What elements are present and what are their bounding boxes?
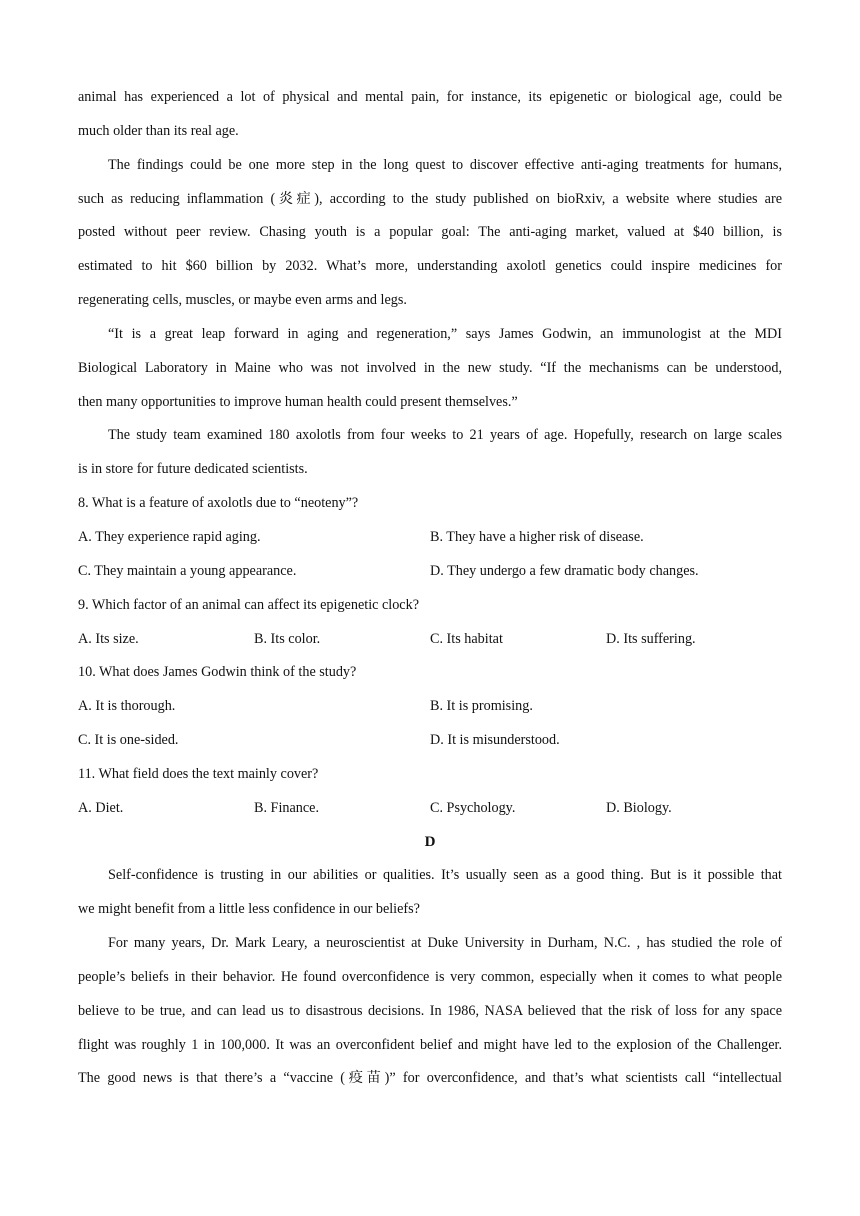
page-content	[78, 81, 782, 1096]
paragraph-findings	[78, 149, 782, 318]
text-line: then many opportunities to improve human health could present themselves.”	[78, 393, 518, 410]
text-line: The good news is that there’s a “vaccine (疫苗)” for overconfidence, and that’s what scientists call “intellectual	[78, 1070, 782, 1087]
text-line: believe to be true, and can lead us to disastrous decisions. In 1986, NASA believed that the risk of loss for any space	[78, 1002, 782, 1019]
text-line: posted without peer review. Chasing youth is a popular goal: The anti-aging market, valued at $40 billion, is	[78, 224, 782, 241]
text-line: estimated to hit $60 billion by 2032. What’s more, understanding axolotl genetics could inspire medicines for	[78, 258, 782, 275]
option-row	[78, 724, 782, 758]
text-line: Self-confidence is trusting in our abilities or qualities. It’s usually seen as a good thing. But is it possible that	[108, 867, 782, 884]
option-row	[78, 792, 782, 826]
text-line: is in store for future dedicated scientists.	[78, 461, 308, 478]
option-a: A. They experience rapid aging.	[78, 528, 261, 545]
text-line: regenerating cells, muscles, or maybe even arms and legs.	[78, 292, 407, 309]
section-heading: D	[424, 833, 436, 850]
paragraph-study-team	[78, 419, 782, 487]
question-11	[78, 758, 782, 826]
option-b: B. It is promising.	[430, 698, 533, 715]
option-b: B. They have a higher risk of disease.	[430, 528, 644, 545]
question-stem: 9. Which factor of an animal can affect its epigenetic clock?	[78, 596, 419, 613]
option-c: C. They maintain a young appearance.	[78, 562, 297, 579]
text-line: much older than its real age.	[78, 122, 239, 139]
option-c: C. It is one-sided.	[78, 732, 179, 749]
text-line: flight was roughly 1 in 100,000. It was an overconfident belief and might have led to the explosion of the Challenger.	[78, 1036, 782, 1053]
option-d: D. Biology.	[606, 799, 672, 816]
option-c: C. Psychology.	[430, 799, 516, 816]
text-line: such as reducing inflammation (炎症), according to the study published on bioRxiv, a website where studies are	[78, 190, 782, 207]
option-b: B. Its color.	[254, 630, 321, 647]
question-8	[78, 487, 782, 589]
text-line: “It is a great leap forward in aging and regeneration,” says James Godwin, an immunologist at the MDI	[108, 325, 782, 342]
question-stem: 10. What does James Godwin think of the study?	[78, 664, 357, 681]
option-b: B. Finance.	[254, 799, 320, 816]
option-row	[78, 623, 782, 657]
option-a: A. It is thorough.	[78, 698, 176, 715]
question-stem: 11. What field does the text mainly cover?	[78, 765, 319, 782]
option-d: D. It is misunderstood.	[430, 732, 560, 749]
paragraph-d-2	[78, 927, 782, 1096]
question-9	[78, 589, 782, 657]
option-row	[78, 690, 782, 724]
question-10	[78, 656, 782, 758]
text-line: For many years, Dr. Mark Leary, a neuroscientist at Duke University in Durham, N.C. , has studied the role of	[108, 935, 782, 952]
question-stem: 8. What is a feature of axolotls due to “neoteny”?	[78, 495, 359, 512]
text-line: we might benefit from a little less confidence in our beliefs?	[78, 901, 420, 918]
option-d: D. They undergo a few dramatic body changes.	[430, 562, 699, 579]
option-row	[78, 521, 782, 555]
text-line: The findings could be one more step in the long quest to discover effective anti-aging treatments for humans,	[108, 156, 782, 173]
option-d: D. Its suffering.	[606, 630, 696, 647]
option-c: C. Its habitat	[430, 630, 503, 647]
option-row	[78, 555, 782, 589]
text-line: The study team examined 180 axolotls from four weeks to 21 years of age. Hopefully, research on large scales	[108, 427, 782, 444]
option-a: A. Diet.	[78, 799, 124, 816]
option-a: A. Its size.	[78, 630, 139, 647]
paragraph-godwin	[78, 318, 782, 420]
paragraph-d-1	[78, 859, 782, 927]
text-line: people’s beliefs in their behavior. He found overconfidence is very common, especially when it comes to what people	[78, 968, 782, 985]
text-line: Biological Laboratory in Maine who was not involved in the new study. “If the mechanisms can be understood,	[78, 359, 782, 376]
paragraph-passage-c-tail	[78, 81, 782, 149]
text-line: animal has experienced a lot of physical and mental pain, for instance, its epigenetic or biological age, could be	[78, 89, 782, 105]
